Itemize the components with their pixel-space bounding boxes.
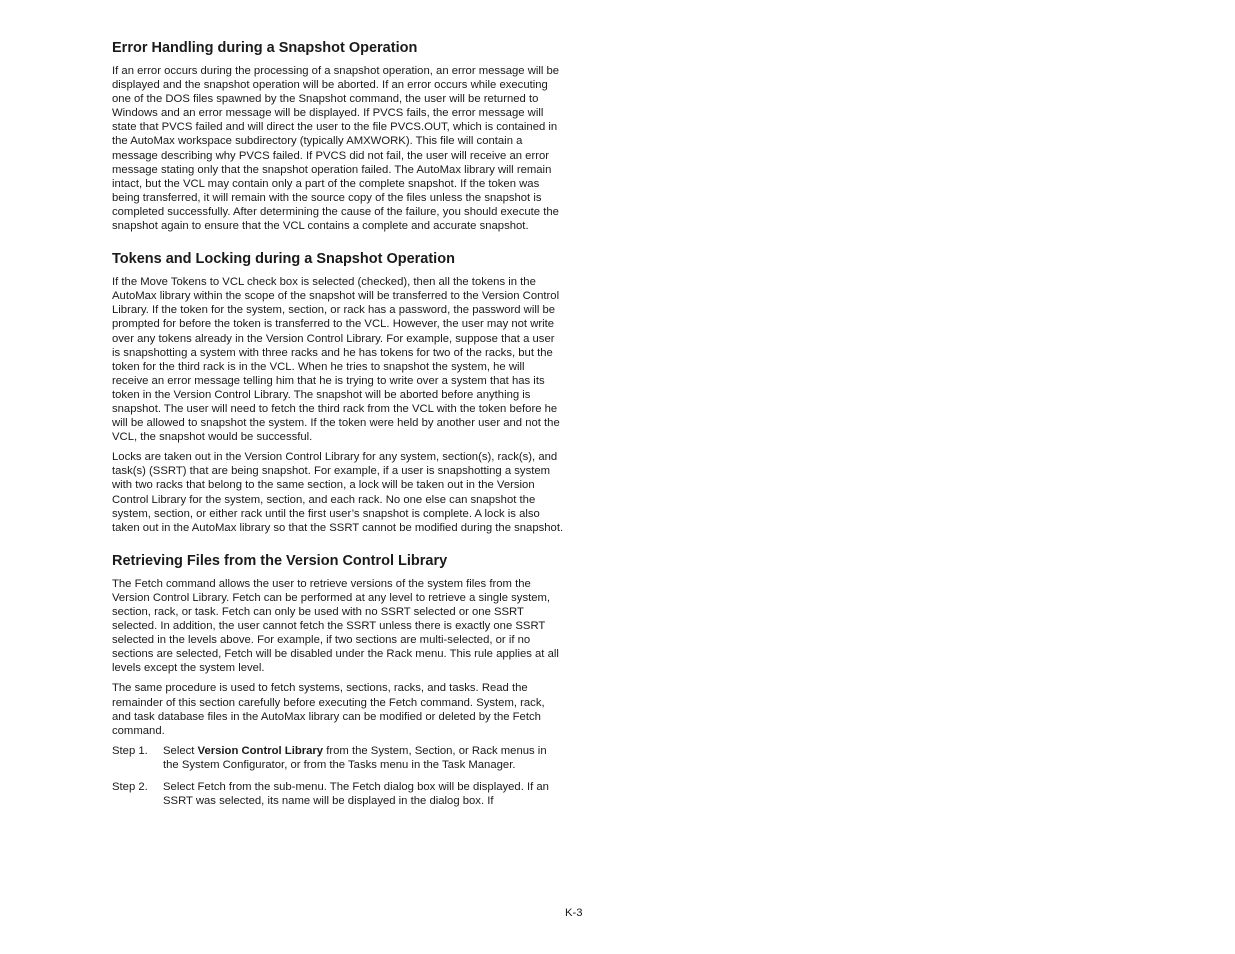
step-text: from the System, Section, or Rack menus in the System Configurator, or from the Tasks menu in the Task Manager. [163, 744, 547, 771]
paragraph: The same procedure is used to fetch systems, sections, racks, and tasks. Read the remainder of this section carefully before executing the Fetch command. System, rack, and task database files in the AutoMax library can be modified or deleted by the Fetch command. [112, 682, 545, 737]
step-label: Step 2. [112, 781, 148, 794]
step-body [163, 744, 564, 772]
step-emphasis: Version Control Library [197, 744, 324, 757]
section-error-handling [112, 39, 564, 233]
section-heading: Retrieving Files from the Version Control Library [112, 552, 448, 569]
step-1 [112, 744, 564, 772]
section-tokens-locking [112, 250, 564, 535]
step-text: Select Fetch from the sub-menu. The Fetch dialog box will be displayed. If an SSRT was selected, its name will be displayed in the dialog box. If [163, 781, 549, 808]
paragraph: If the Move Tokens to VCL check box is selected (checked), then all the tokens in the AutoMax library within the scope of the snapshot will be transferred to the Version Control Library. If the token for the system, section, or rack has a password, the password will be prompted for before the token is transferred to the VCL. However, the user may not write over any tokens already in the Version Control Library. For example, suppose that a user is snapshotting a system with three racks and he has tokens for two of the racks, but the token for the third rack is in the VCL. When he tries to snapshot the system, he will receive an error message telling him that he is trying to write over a system that has its token in the Version Control Library. The snapshot will be aborted before anything is snapshot. The user will need to fetch the third rack from the VCL with the token before he will be allowed to snapshot the system. If the token were held by another user and not the VCL, the snapshot would be successful. [112, 276, 560, 444]
page-number: K-3 [565, 907, 583, 919]
section-retrieving-files [112, 552, 564, 808]
paragraph: The Fetch command allows the user to retrieve versions of the system files from the Version Control Library. Fetch can be performed at any level to retrieve a single system, section, rack, or task. Fetch can only be used with no SSRT selected or one SSRT selected. In addition, the user cannot fetch the SSRT unless there is exactly one SSRT selected in the levels above. For example, if two sections are multi-selected, or if no sections are selected, Fetch will be disabled under the Rack menu. This rule applies at all levels except the system level. [112, 577, 559, 675]
paragraph: Locks are taken out in the Version Control Library for any system, section(s), rack(s), and task(s) (SSRT) that are being snapshot. For example, if a user is snapshotting a system with two racks that belong to the same section, a lock will be taken out in the Version Control Library for the system, section, and each rack. No one else can snapshot the system, section, or either rack until the first user’s snapshot is complete. A lock is also taken out in the AutoMax library so that the SSRT cannot be modified during the snapshot. [112, 451, 564, 534]
step-label: Step 1. [112, 744, 148, 757]
paragraph: If an error occurs during the processing of a snapshot operation, an error message will be displayed and the snapshot operation will be aborted. If an error occurs while executing one of the DOS files spawned by the Snapshot command, the user will be returned to Windows and an error message will be displayed. If PVCS fails, the error message will state that PVCS failed and will direct the user to the file PVCS.OUT, which is contained in the AutoMax workspace subdirectory (typically AMXWORK). This file will contain a message describing why PVCS failed. If PVCS did not fail, the user will receive an error message stating only that the snapshot operation failed. The AutoMax library will remain intact, but the VCL may contain only a part of the complete snapshot. If the token was being transferred, it will remain with the source copy of the files unless the snapshot is completed successfully. After determining the cause of the failure, you should execute the snapshot again to ensure that the VCL contains a complete and accurate snapshot. [112, 65, 560, 233]
step-body [163, 780, 564, 808]
section-heading: Tokens and Locking during a Snapshot Operation [112, 251, 455, 268]
step-2 [112, 780, 564, 808]
document-page [112, 39, 564, 825]
section-heading: Error Handling during a Snapshot Operation [112, 40, 418, 56]
step-text: Select [163, 744, 198, 757]
